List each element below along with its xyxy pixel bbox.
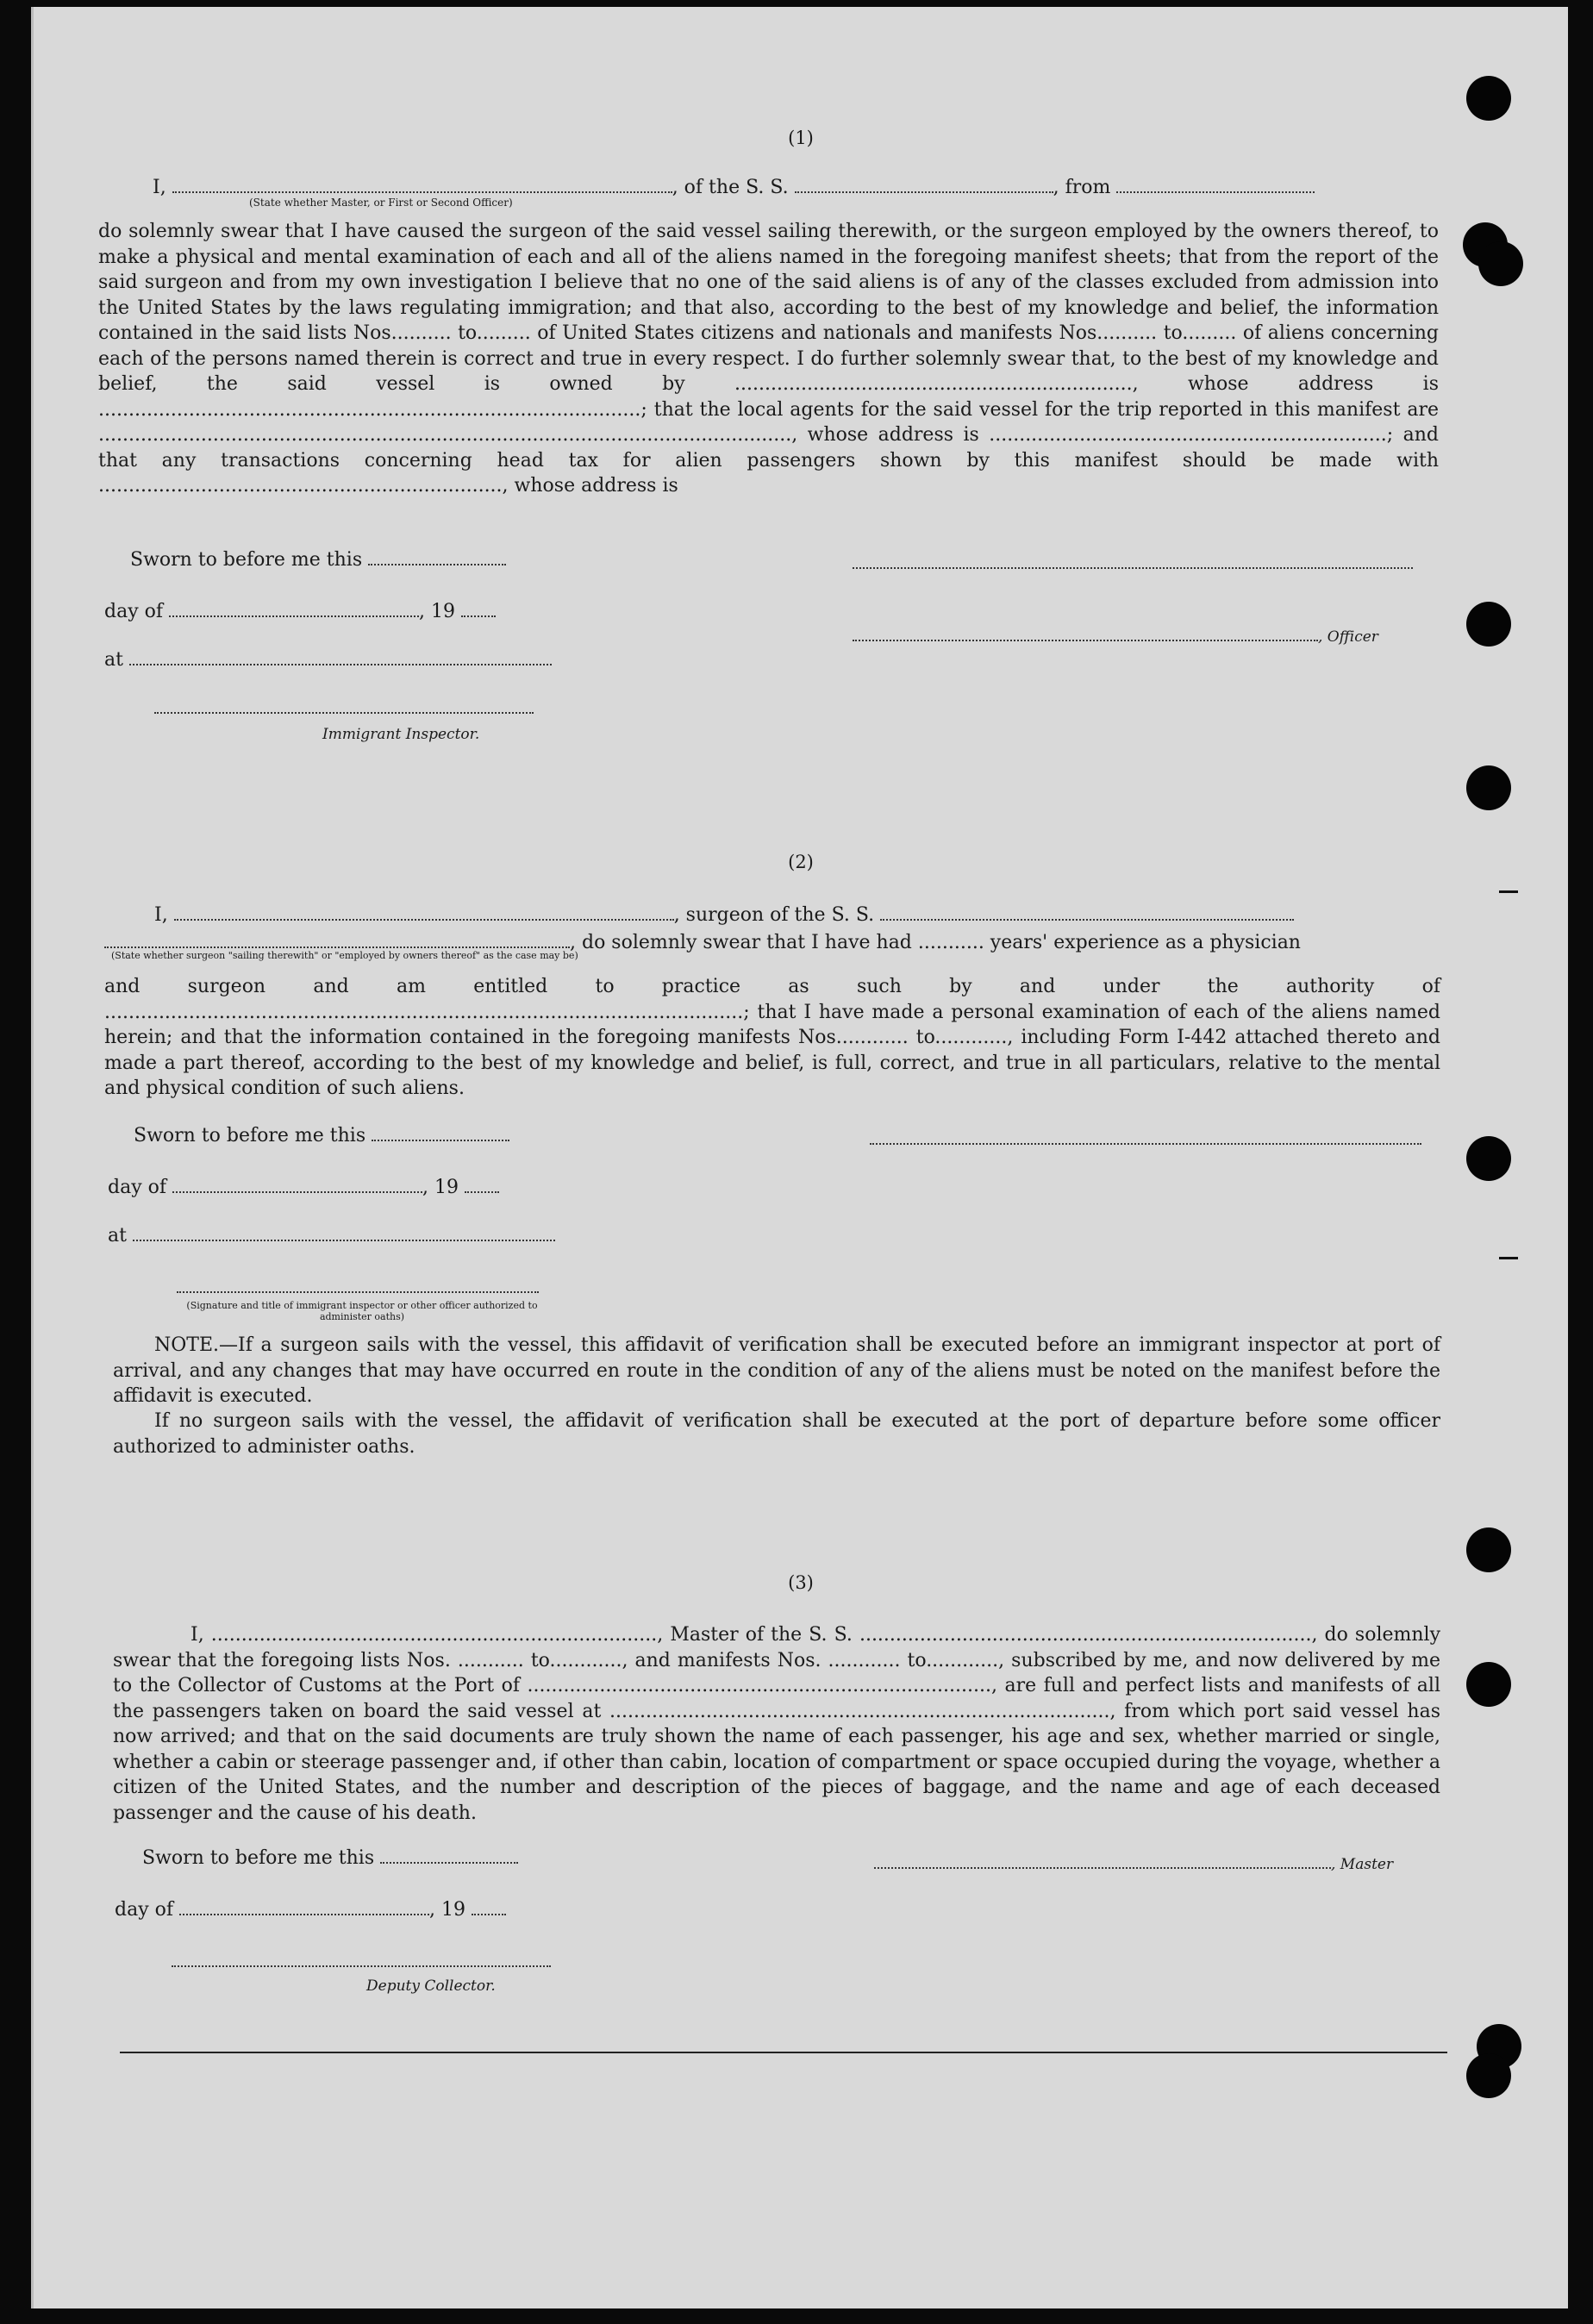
surgeon-ship-field[interactable] — [880, 903, 1294, 921]
officer-label: , Officer — [1318, 628, 1378, 646]
signature-hint: (Signature and title of immigrant inspector or other officer authorized to administer oaths) — [186, 1300, 538, 1322]
collector-caption — [366, 1974, 496, 1996]
section-2-at — [108, 1224, 555, 1246]
master-signature-line — [874, 1852, 1393, 1874]
top-signature-field[interactable] — [853, 552, 1413, 569]
punch-hole — [1466, 1136, 1511, 1181]
master-label: , Master — [1331, 1856, 1394, 1873]
officer-signature-field[interactable] — [853, 624, 1318, 641]
inspector-signature-field[interactable] — [154, 697, 534, 714]
inspector-line — [154, 697, 534, 719]
surgeon-note: NOTE.—If a surgeon sails with the vessel, this affidavit of verification shall be executed before an immigrant inspector at port of arrival, and any changes that may have occurred en route in the condition of any of the aliens must be noted on the manifest before the affidavit is executed. — [113, 1334, 1440, 1407]
year-label: , 19 — [422, 1177, 459, 1198]
section-1-number: (1) — [788, 128, 814, 148]
ship-name-field[interactable] — [795, 176, 1053, 193]
section-1-sworn — [130, 548, 506, 571]
officer-signature-field[interactable] — [177, 1276, 539, 1293]
surgeon-name-field[interactable] — [174, 903, 674, 921]
at-label: at — [104, 649, 123, 671]
year-label: , 19 — [429, 1899, 465, 1921]
section-1-officer-sign — [853, 624, 1378, 647]
collector-signature-field[interactable] — [172, 1950, 551, 1967]
i-label: I, — [153, 177, 166, 198]
year-label: , 19 — [419, 601, 455, 622]
at-field[interactable] — [129, 648, 552, 665]
manifest-back-page — [31, 7, 1568, 2308]
sworn-date-field[interactable] — [368, 548, 506, 565]
inspector-label: Immigrant Inspector. — [322, 726, 480, 743]
section-3-day — [115, 1898, 506, 1921]
sworn-label: Sworn to before me this — [130, 549, 363, 571]
day-of-label: day of — [115, 1899, 174, 1921]
sworn-date-field[interactable] — [372, 1124, 509, 1141]
surgeon-of-ss-label: , surgeon of the S. S. — [673, 904, 875, 926]
section-3-sworn — [142, 1846, 518, 1869]
section-3-body: I, .........................................................................., Master of the S. S. ..........................................................................., do solemnly swear that the foregoing lists Nos. ........... to............, and manifests Nos. ............ to............, subscribed by me, and now delivered by me to the Collector of Customs at the Port of ............................................................................., are full and perfect lists and manifests of all the passengers taken on board the said vessel at ..................................................................................., from which port said vessel has now arrived; and that on the said documents are truly shown the name of each passenger, his age and sex, whether married or single, whether a cabin or steerage passenger and, if other than cabin, location of compartment or space occupied during the voyage, whether a citizen of the United States, and the number and description of the pieces of baggage, and the name and age of each deceased passenger and the cause of his death. — [113, 1624, 1440, 1824]
punch-hole — [1466, 2053, 1511, 2098]
year-field[interactable] — [472, 1898, 506, 1915]
section-2-surgeon-line — [154, 903, 1294, 926]
bottom-rule — [120, 2052, 1447, 2053]
punch-hole — [1478, 241, 1523, 286]
section-2-surgeon-sig — [870, 1128, 1421, 1150]
day-field[interactable] — [172, 1176, 422, 1193]
section-1-day — [104, 600, 496, 622]
punch-hole — [1466, 1662, 1511, 1707]
section-2-officer-line — [177, 1276, 539, 1298]
year-field[interactable] — [465, 1176, 499, 1193]
section-3-number: (3) — [788, 1572, 814, 1593]
inspector-caption — [322, 722, 479, 744]
at-field[interactable] — [133, 1224, 555, 1241]
sworn-label: Sworn to before me this — [142, 1847, 375, 1869]
officer-name-field[interactable] — [172, 176, 672, 193]
punch-hole — [1466, 602, 1511, 647]
i-label: I, — [154, 904, 168, 926]
surgeon-hint: (State whether surgeon "sailing therewith" or "employed by owners thereof" as the case may be) — [111, 950, 578, 961]
collector-label: Deputy Collector. — [366, 1977, 496, 1995]
collector-line — [172, 1950, 551, 1972]
punch-hole — [1466, 76, 1511, 121]
surgeon-type-field[interactable] — [104, 931, 570, 948]
experience-text: , do solemnly swear that I have had ........... years' experience as a physician — [570, 932, 1301, 953]
section-1-at — [104, 648, 552, 671]
section-2-day — [108, 1176, 499, 1198]
day-of-label: day of — [108, 1177, 167, 1198]
punch-hole — [1466, 765, 1511, 810]
of-ss-label: , of the S. S. — [672, 177, 789, 198]
section-1-officer-line — [153, 176, 1315, 198]
day-field[interactable] — [169, 600, 419, 617]
section-1-body: do solemnly swear that I have caused the surgeon of the said vessel sailing therewith, or the surgeon employed by the owners thereof, to make a physical and mental examination of each and all of the aliens named in the foregoing manifest sheets; that from the report of the said surgeon and from my own investigation I believe that no one of the said aliens is of any of the classes excluded from admission into the United States by the laws regulating immigration; and that also, according to the best of my knowledge and belief, the information contained in the said lists Nos.......... to......... of United States citizens and nationals and manifests Nos.......... to......... of aliens concerning each of the persons named therein is correct and true in every respect. I do further solemnly swear that, to the best of my knowledge and belief, the said vessel is owned by .................................................................., whose address is ..........................................................................................; that the local agents for the said vessel for the trip reported in this manifest are ..................................................................................................................., whose address is ..................................................................; and that any transactions concerning head tax for alien passengers shown by this manifest should be made with ..................................................................., whose address is — [98, 221, 1439, 497]
section-2-number: (2) — [788, 852, 814, 872]
edge-mark — [1499, 1257, 1518, 1259]
surgeon-signature-field[interactable] — [870, 1128, 1421, 1145]
officer-hint: (State whether Master, or First or Second Officer) — [249, 197, 513, 209]
day-field[interactable] — [179, 1898, 429, 1915]
sworn-label: Sworn to before me this — [134, 1125, 366, 1146]
section-1-officer-sig-line — [853, 552, 1413, 574]
master-signature-field[interactable] — [874, 1852, 1331, 1869]
sworn-date-field[interactable] — [380, 1846, 518, 1864]
day-of-label: day of — [104, 601, 164, 622]
punch-hole — [1466, 1527, 1511, 1572]
from-label: , from — [1053, 177, 1111, 198]
section-2-sworn — [134, 1124, 509, 1146]
section-2-body: and surgeon and am entitled to practice as such by and under the authority of ..........................................................................................................; that I have made a personal examination of each of the aliens named herein; and that the information contained in the foregoing manifests Nos............ to............, including Form I-442 attached thereto and made a part thereof, according to the best of my knowledge and belief, is full, correct, and true in all particulars, relative to the mental and physical condition of such aliens. — [104, 976, 1440, 1099]
at-label: at — [108, 1225, 127, 1246]
from-port-field[interactable] — [1116, 176, 1315, 193]
year-field[interactable] — [461, 600, 496, 617]
edge-mark — [1499, 890, 1518, 893]
no-surgeon-note: If no surgeon sails with the vessel, the affidavit of verification shall be executed at the port of departure before some officer authorized to administer oaths. — [113, 1410, 1440, 1458]
